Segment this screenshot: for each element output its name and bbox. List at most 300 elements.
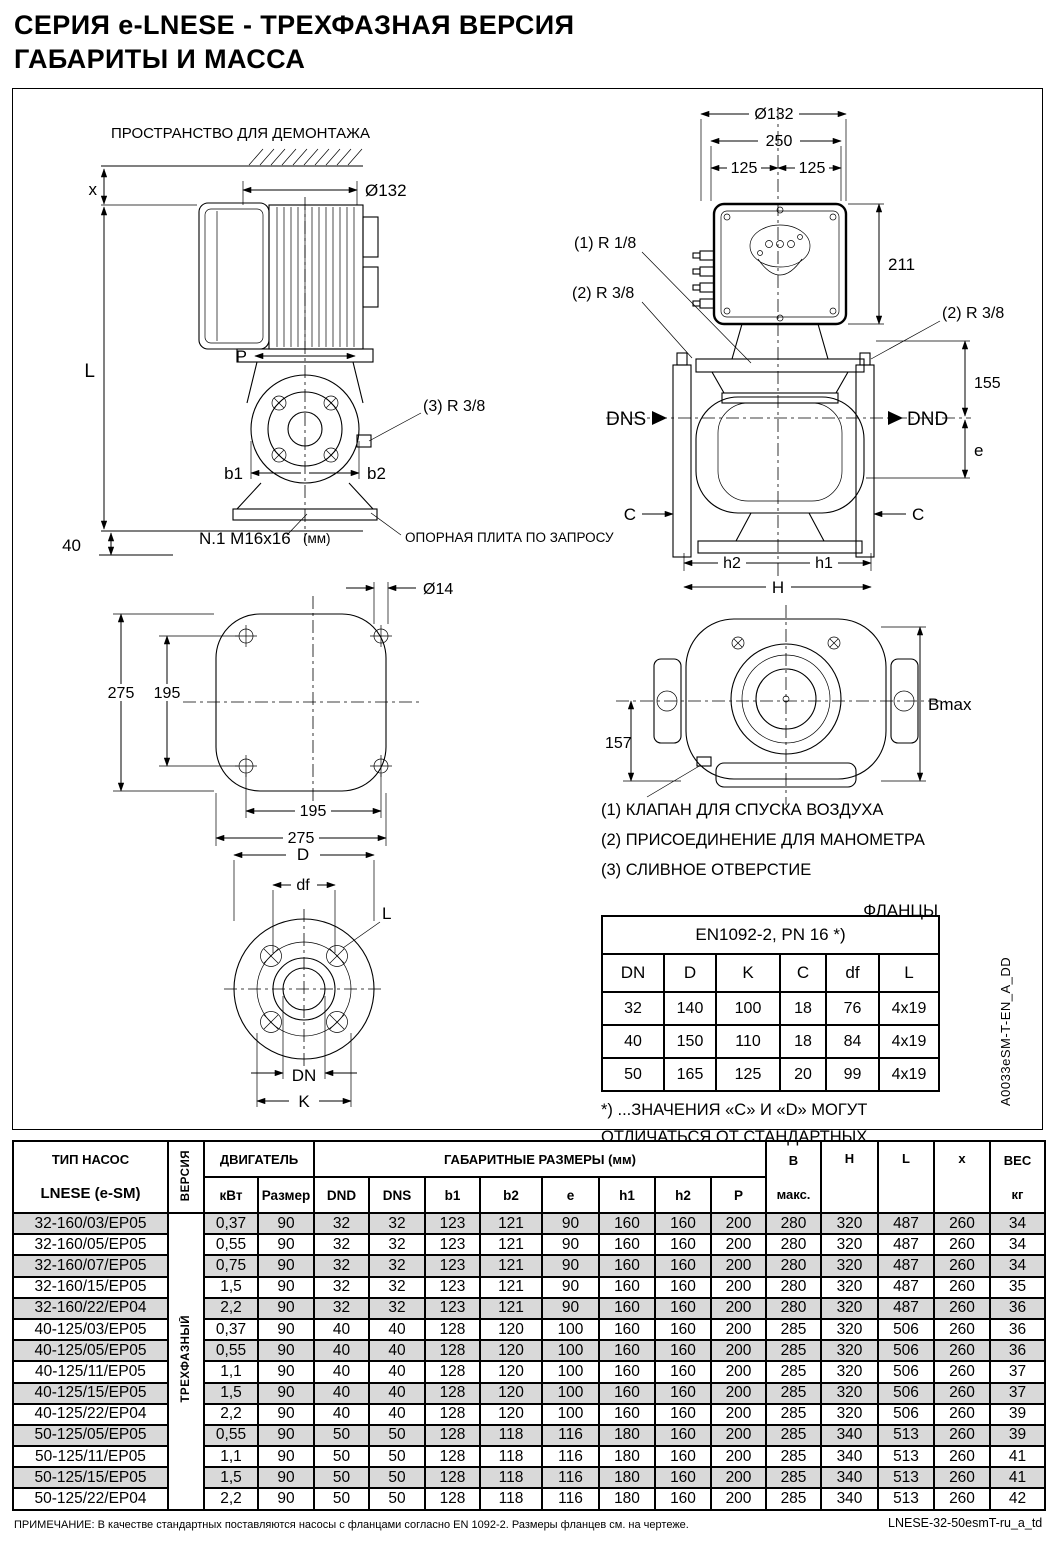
pump-row xyxy=(13,1319,1045,1340)
dim-value-cell: 128 xyxy=(425,1319,480,1340)
dim-value-cell: 100 xyxy=(542,1319,599,1340)
dim-value-cell: 121 xyxy=(480,1298,542,1319)
title-line-2: ГАБАРИТЫ И МАССА xyxy=(14,44,306,74)
dim-value-cell: 50 xyxy=(369,1425,425,1446)
flange-value: 165 xyxy=(664,1058,716,1091)
dim-value-cell: 1,5 xyxy=(204,1467,258,1488)
dim-value-cell: 36 xyxy=(990,1319,1045,1340)
col-b2: b2 xyxy=(480,1177,542,1213)
flange-value: 20 xyxy=(780,1058,826,1091)
col-x: x xyxy=(934,1141,990,1213)
col-pump-type xyxy=(13,1141,168,1213)
dim-flange-dn: DN xyxy=(291,1066,317,1085)
dim-value-cell: 487 xyxy=(878,1277,934,1298)
dim-value-cell: 260 xyxy=(934,1383,990,1404)
dim-value-cell: 32 xyxy=(314,1213,369,1234)
dim-value-cell: 160 xyxy=(655,1488,711,1509)
dim-value-cell: 320 xyxy=(821,1298,878,1319)
dim-value-cell: 1,5 xyxy=(204,1383,258,1404)
dim-value-cell: 506 xyxy=(878,1383,934,1404)
dim-value-cell: 320 xyxy=(821,1234,878,1255)
dim-value-cell: 39 xyxy=(990,1404,1045,1425)
col-dims-group: ГАБАРИТНЫЕ РАЗМЕРЫ (мм) xyxy=(314,1141,766,1177)
dns-arrow xyxy=(652,411,667,425)
dim-value-cell: 90 xyxy=(258,1467,314,1488)
pump-row xyxy=(13,1277,1045,1298)
dim-value-cell: 90 xyxy=(258,1361,314,1382)
discharge-flange xyxy=(856,365,874,557)
dim-157: 157 xyxy=(605,735,632,752)
col-b-max: B макс. xyxy=(766,1141,821,1213)
dim-value-cell: 200 xyxy=(711,1488,766,1509)
dim-value-cell: 260 xyxy=(934,1277,990,1298)
dim-value-cell: 160 xyxy=(599,1383,655,1404)
dim-value-cell: 260 xyxy=(934,1488,990,1509)
dim-value-cell: 0,55 xyxy=(204,1425,258,1446)
base-plate-outline xyxy=(216,614,386,791)
dim-value-cell: 50 xyxy=(314,1425,369,1446)
pump-type-cell: 32-160/07/EP05 xyxy=(13,1255,168,1276)
dim-value-cell: 40 xyxy=(369,1340,425,1361)
flange-table xyxy=(601,915,940,1092)
dim-value-cell: 90 xyxy=(258,1383,314,1404)
dim-h2: h2 xyxy=(723,555,741,572)
dim-h: H xyxy=(771,578,785,597)
pump-row xyxy=(13,1298,1045,1319)
dim-value-cell: 41 xyxy=(990,1467,1045,1488)
dns-label: DNS xyxy=(606,409,647,430)
footer-note: ПРИМЕЧАНИЕ: В качестве стандартных поставляются насосы с фланцами согласно EN 1092-2. Размеры фланцев см. на чертеже. xyxy=(14,1519,689,1531)
dim-value-cell: 50 xyxy=(314,1467,369,1488)
dim-value-cell: 200 xyxy=(711,1277,766,1298)
dim-value-cell: 40 xyxy=(314,1404,369,1425)
flange-standard: EN1092-2, PN 16 *) xyxy=(602,916,939,954)
dim-value-cell: 37 xyxy=(990,1361,1045,1382)
col-p: P xyxy=(711,1177,766,1213)
dim-value-cell: 32 xyxy=(314,1277,369,1298)
dim-40: 40 xyxy=(62,536,81,555)
col-dnd: DND xyxy=(314,1177,369,1213)
pump-type-header: ТИП НАСОС xyxy=(51,1152,130,1167)
dim-value-cell: 320 xyxy=(821,1340,878,1361)
flange-footnote-line1: *) ...ЗНАЧЕНИЯ «C» И «D» МОГУТ xyxy=(601,1101,868,1119)
dim-value-cell: 260 xyxy=(934,1425,990,1446)
pump-type-cell: 40-125/03/EP05 xyxy=(13,1319,168,1340)
dim-value-cell: 32 xyxy=(314,1298,369,1319)
dim-value-cell: 0,37 xyxy=(204,1213,258,1234)
pump-type-cell: 50-125/15/EP05 xyxy=(13,1467,168,1488)
dim-value-cell: 487 xyxy=(878,1213,934,1234)
dim-value-cell: 260 xyxy=(934,1446,990,1467)
dim-value-cell: 34 xyxy=(990,1213,1045,1234)
dim-195-v: 195 xyxy=(153,685,181,702)
dim-value-cell: 42 xyxy=(990,1488,1045,1509)
dim-value-cell: 506 xyxy=(878,1340,934,1361)
dim-value-cell: 40 xyxy=(369,1383,425,1404)
document-code: LNESE-32-50esmT-ru_a_td xyxy=(888,1516,1043,1530)
dim-value-cell: 200 xyxy=(711,1234,766,1255)
dim-value-cell: 260 xyxy=(934,1319,990,1340)
version-cell: ТРЕХФАЗНЫЙ xyxy=(168,1213,204,1510)
dim-value-cell: 160 xyxy=(599,1319,655,1340)
flange-value: 84 xyxy=(826,1025,879,1058)
pump-row xyxy=(13,1446,1045,1467)
flange-footnote-line2: ОТЛИЧАТЬСЯ ОТ СТАНДАРТНЫХ. xyxy=(601,1128,872,1146)
dim-value-cell: 160 xyxy=(599,1234,655,1255)
dim-value-cell: 506 xyxy=(878,1404,934,1425)
flange-value: 4x19 xyxy=(879,1058,939,1091)
dim-value-cell: 260 xyxy=(934,1340,990,1361)
dim-value-cell: 200 xyxy=(711,1340,766,1361)
dim-value-cell: 100 xyxy=(542,1340,599,1361)
dim-value-cell: 180 xyxy=(599,1488,655,1509)
col-size: Размер xyxy=(258,1177,314,1213)
dim-value-cell: 90 xyxy=(542,1234,599,1255)
note-2: (2) ПРИСОЕДИНЕНИЕ ДЛЯ МАНОМЕТРА xyxy=(601,831,925,849)
pump-type-cell: 50-125/11/EP05 xyxy=(13,1446,168,1467)
dim-value-cell: 34 xyxy=(990,1234,1045,1255)
dim-value-cell: 200 xyxy=(711,1255,766,1276)
hatch-pattern xyxy=(249,149,362,165)
dim-value-cell: 160 xyxy=(655,1213,711,1234)
dim-value-cell: 120 xyxy=(480,1404,542,1425)
pump-row xyxy=(13,1361,1045,1382)
dim-value-cell: 121 xyxy=(480,1277,542,1298)
note-1: (1) КЛАПАН ДЛЯ СПУСКА ВОЗДУХА xyxy=(601,801,884,819)
col-weight: ВЕС кг xyxy=(990,1141,1045,1213)
dim-value-cell: 40 xyxy=(369,1361,425,1382)
dim-value-cell: 160 xyxy=(655,1446,711,1467)
dim-value-cell: 37 xyxy=(990,1383,1045,1404)
dim-value-cell: 2,2 xyxy=(204,1404,258,1425)
dim-value-cell: 285 xyxy=(766,1340,821,1361)
flange-value: 40 xyxy=(602,1025,664,1058)
dim-value-cell: 41 xyxy=(990,1446,1045,1467)
dim-value-cell: 90 xyxy=(542,1213,599,1234)
flange-col-k: K xyxy=(716,954,780,992)
dim-diameter-132: Ø132 xyxy=(365,181,407,200)
dim-value-cell: 180 xyxy=(599,1425,655,1446)
dim-value-cell: 128 xyxy=(425,1361,480,1382)
col-e: e xyxy=(542,1177,599,1213)
dim-value-cell: 200 xyxy=(711,1425,766,1446)
drive-control-box xyxy=(714,204,846,324)
dim-value-cell: 160 xyxy=(655,1340,711,1361)
page-title xyxy=(14,8,574,76)
dim-value-cell: 0,37 xyxy=(204,1319,258,1340)
support-plate-note: ОПОРНАЯ ПЛИТА ПО ЗАПРОСУ xyxy=(405,530,614,545)
dim-value-cell: 120 xyxy=(480,1383,542,1404)
dim-125-left: 125 xyxy=(730,160,758,177)
dim-value-cell: 0,55 xyxy=(204,1234,258,1255)
dim-value-cell: 0,75 xyxy=(204,1255,258,1276)
dim-value-cell: 260 xyxy=(934,1213,990,1234)
dim-p: P xyxy=(235,347,247,366)
anchor-note: N.1 M16x16 xyxy=(199,529,291,548)
dim-flange-l: L xyxy=(382,904,392,923)
dim-value-cell: 285 xyxy=(766,1319,821,1340)
dim-value-cell: 128 xyxy=(425,1467,480,1488)
dim-value-cell: 118 xyxy=(480,1446,542,1467)
flange-row xyxy=(602,1058,939,1091)
flange-table-title: ФЛАНЦЫ xyxy=(863,901,938,920)
dim-value-cell: 90 xyxy=(542,1277,599,1298)
dim-value-cell: 340 xyxy=(821,1467,878,1488)
dim-value-cell: 40 xyxy=(314,1361,369,1382)
dim-value-cell: 513 xyxy=(878,1425,934,1446)
dim-value-cell: 90 xyxy=(258,1446,314,1467)
col-b1: b1 xyxy=(425,1177,480,1213)
flange-value: 140 xyxy=(664,992,716,1025)
dim-value-cell: 285 xyxy=(766,1361,821,1382)
dim-value-cell: 90 xyxy=(258,1277,314,1298)
dim-value-cell: 160 xyxy=(655,1425,711,1446)
dim-value-cell: 487 xyxy=(878,1234,934,1255)
dim-value-cell: 128 xyxy=(425,1340,480,1361)
dim-h1: h1 xyxy=(815,555,833,572)
dim-value-cell: 260 xyxy=(934,1361,990,1382)
flange-row xyxy=(602,1025,939,1058)
dim-value-cell: 160 xyxy=(655,1234,711,1255)
dim-value-cell: 90 xyxy=(542,1255,599,1276)
side-view-drawing xyxy=(51,111,631,571)
keypad xyxy=(758,235,803,276)
pump-row xyxy=(13,1467,1045,1488)
dimensions-table xyxy=(12,1140,1046,1511)
dim-value-cell: 0,55 xyxy=(204,1340,258,1361)
dim-value-cell: 128 xyxy=(425,1488,480,1509)
anchor-unit: (мм) xyxy=(303,531,331,546)
dim-value-cell: 1,1 xyxy=(204,1446,258,1467)
dim-value-cell: 2,2 xyxy=(204,1488,258,1509)
pump-type-cell: 40-125/15/EP05 xyxy=(13,1383,168,1404)
dim-value-cell: 90 xyxy=(258,1255,314,1276)
dim-value-cell: 90 xyxy=(258,1234,314,1255)
dim-value-cell: 200 xyxy=(711,1383,766,1404)
dim-value-cell: 32 xyxy=(369,1213,425,1234)
dim-250: 250 xyxy=(765,133,793,150)
dim-value-cell: 180 xyxy=(599,1446,655,1467)
pump-type-cell: 50-125/22/EP04 xyxy=(13,1488,168,1509)
dim-value-cell: 506 xyxy=(878,1361,934,1382)
dim-hole-14: Ø14 xyxy=(423,581,454,598)
plate-holes xyxy=(235,625,392,777)
dim-195-h: 195 xyxy=(299,803,327,820)
dim-value-cell: 50 xyxy=(369,1446,425,1467)
dim-value-cell: 160 xyxy=(655,1277,711,1298)
dim-value-cell: 120 xyxy=(480,1340,542,1361)
dim-value-cell: 39 xyxy=(990,1425,1045,1446)
flange-value: 50 xyxy=(602,1058,664,1091)
dim-value-cell: 320 xyxy=(821,1213,878,1234)
flange-value: 32 xyxy=(602,992,664,1025)
dim-value-cell: 200 xyxy=(711,1467,766,1488)
dim-value-cell: 120 xyxy=(480,1319,542,1340)
dim-value-cell: 90 xyxy=(258,1404,314,1425)
dim-value-cell: 200 xyxy=(711,1298,766,1319)
dim-value-cell: 32 xyxy=(314,1255,369,1276)
dim-value-cell: 340 xyxy=(821,1488,878,1509)
dim-value-cell: 50 xyxy=(369,1488,425,1509)
drawing-code: A0033eSM-T-EN_A_DD xyxy=(998,956,1013,1107)
dim-value-cell: 320 xyxy=(821,1383,878,1404)
flange-value: 4x19 xyxy=(879,1025,939,1058)
flange-value: 18 xyxy=(780,992,826,1025)
dnd-label: DND xyxy=(907,409,949,430)
dim-value-cell: 160 xyxy=(655,1467,711,1488)
dim-value-cell: 340 xyxy=(821,1446,878,1467)
col-h1: h1 xyxy=(599,1177,655,1213)
dim-value-cell: 180 xyxy=(599,1467,655,1488)
col-motor-group: ДВИГАТЕЛЬ xyxy=(204,1141,314,1177)
dim-c-left: C xyxy=(623,505,636,524)
dim-value-cell: 320 xyxy=(821,1361,878,1382)
dim-value-cell: 260 xyxy=(934,1234,990,1255)
dim-value-cell: 36 xyxy=(990,1340,1045,1361)
col-h: H xyxy=(821,1141,878,1213)
dim-value-cell: 121 xyxy=(480,1255,542,1276)
screws xyxy=(724,207,836,321)
dim-275-v: 275 xyxy=(107,685,135,702)
dim-value-cell: 200 xyxy=(711,1319,766,1340)
dim-value-cell: 320 xyxy=(821,1277,878,1298)
dim-155: 155 xyxy=(974,375,1001,392)
pump-row xyxy=(13,1425,1045,1446)
dim-value-cell: 506 xyxy=(878,1319,934,1340)
dim-value-cell: 487 xyxy=(878,1298,934,1319)
dim-value-cell: 160 xyxy=(599,1340,655,1361)
col-kw: кВт xyxy=(204,1177,258,1213)
dim-value-cell: 320 xyxy=(821,1319,878,1340)
gauge-note-right: (2) R 3/8 xyxy=(942,305,1005,322)
dim-value-cell: 40 xyxy=(314,1340,369,1361)
dim-value-cell: 260 xyxy=(934,1467,990,1488)
col-version: ВЕРСИЯ xyxy=(168,1141,204,1213)
dim-value-cell: 160 xyxy=(599,1361,655,1382)
dim-value-cell: 160 xyxy=(599,1298,655,1319)
dim-value-cell: 40 xyxy=(314,1319,369,1340)
dim-value-cell: 90 xyxy=(258,1213,314,1234)
dim-value-cell: 260 xyxy=(934,1404,990,1425)
dim-value-cell: 123 xyxy=(425,1234,480,1255)
title-line-1: СЕРИЯ e-LNESE - ТРЕХФАЗНАЯ ВЕРСИЯ xyxy=(14,10,575,40)
gauge-note-left: (2) R 3/8 xyxy=(572,285,635,302)
flange-value: 4x19 xyxy=(879,992,939,1025)
dim-value-cell: 116 xyxy=(542,1467,599,1488)
flange-value: 99 xyxy=(826,1058,879,1091)
dim-bmax: Bmax xyxy=(928,695,972,714)
dim-value-cell: 320 xyxy=(821,1255,878,1276)
pump-row xyxy=(13,1404,1045,1425)
flange-col-d: D xyxy=(664,954,716,992)
dim-value-cell: 90 xyxy=(258,1319,314,1340)
pump-row xyxy=(13,1340,1045,1361)
dim-value-cell: 100 xyxy=(542,1404,599,1425)
pump-type-cell: 32-160/15/EP05 xyxy=(13,1277,168,1298)
flange-value: 150 xyxy=(664,1025,716,1058)
dim-value-cell: 160 xyxy=(655,1404,711,1425)
pump-row xyxy=(13,1488,1045,1509)
dim-value-cell: 280 xyxy=(766,1234,821,1255)
dim-flange-k: K xyxy=(298,1092,310,1111)
pump-type-cell: 32-160/05/EP05 xyxy=(13,1234,168,1255)
cable-glands xyxy=(693,251,714,308)
dim-value-cell: 32 xyxy=(369,1298,425,1319)
pump-type-cell: 32-160/22/EP04 xyxy=(13,1298,168,1319)
pump-row xyxy=(13,1255,1045,1276)
flange-col-dn: DN xyxy=(602,954,664,992)
col-h2: h2 xyxy=(655,1177,711,1213)
dim-value-cell: 90 xyxy=(258,1340,314,1361)
dim-flange-df: df xyxy=(296,877,310,894)
callout-notes xyxy=(601,795,925,885)
flange-value: 125 xyxy=(716,1058,780,1091)
dim-value-cell: 200 xyxy=(711,1213,766,1234)
dim-value-cell: 160 xyxy=(599,1404,655,1425)
dim-value-cell: 200 xyxy=(711,1404,766,1425)
dim-value-cell: 487 xyxy=(878,1255,934,1276)
dim-value-cell: 100 xyxy=(542,1361,599,1382)
note-3: (3) СЛИВНОЕ ОТВЕРСТИЕ xyxy=(601,861,812,879)
dim-value-cell: 285 xyxy=(766,1467,821,1488)
flange-value: 76 xyxy=(826,992,879,1025)
dim-value-cell: 90 xyxy=(258,1488,314,1509)
vent-note: (1) R 1/8 xyxy=(574,235,637,252)
dim-value-cell: 2,2 xyxy=(204,1298,258,1319)
col-dns: DNS xyxy=(369,1177,425,1213)
dim-value-cell: 128 xyxy=(425,1425,480,1446)
dim-value-cell: 34 xyxy=(990,1255,1045,1276)
dim-value-cell: 32 xyxy=(369,1234,425,1255)
dim-diameter-132-front: Ø132 xyxy=(754,106,794,123)
dim-value-cell: 285 xyxy=(766,1383,821,1404)
dim-value-cell: 160 xyxy=(599,1277,655,1298)
pump-type-cell: 32-160/03/EP05 xyxy=(13,1213,168,1234)
dim-value-cell: 123 xyxy=(425,1255,480,1276)
dim-value-cell: 40 xyxy=(314,1383,369,1404)
dim-value-cell: 100 xyxy=(542,1383,599,1404)
dim-value-cell: 260 xyxy=(934,1298,990,1319)
dnd-arrow xyxy=(888,411,903,425)
dim-value-cell: 513 xyxy=(878,1467,934,1488)
dim-value-cell: 90 xyxy=(258,1425,314,1446)
dim-value-cell: 160 xyxy=(655,1298,711,1319)
dim-value-cell: 32 xyxy=(369,1277,425,1298)
dim-b2: b2 xyxy=(367,464,386,483)
dim-value-cell: 320 xyxy=(821,1404,878,1425)
dim-value-cell: 200 xyxy=(711,1361,766,1382)
dim-value-cell: 160 xyxy=(599,1213,655,1234)
dim-value-cell: 90 xyxy=(258,1298,314,1319)
dim-value-cell: 285 xyxy=(766,1446,821,1467)
pump-row xyxy=(13,1234,1045,1255)
dim-value-cell: 32 xyxy=(369,1255,425,1276)
dim-value-cell: 260 xyxy=(934,1255,990,1276)
pump-row xyxy=(13,1383,1045,1404)
dim-flange-d: D xyxy=(296,845,310,864)
dim-value-cell: 50 xyxy=(369,1467,425,1488)
dim-value-cell: 118 xyxy=(480,1425,542,1446)
dim-value-cell: 1,5 xyxy=(204,1277,258,1298)
dim-c-right: C xyxy=(912,505,925,524)
drawing-frame xyxy=(12,88,1043,1146)
dim-e: e xyxy=(974,441,984,460)
flange-row xyxy=(602,992,939,1025)
dim-value-cell: 513 xyxy=(878,1446,934,1467)
col-l: L xyxy=(878,1141,934,1213)
dim-x: x xyxy=(88,180,97,199)
pump-type-cell: 40-125/22/EP04 xyxy=(13,1404,168,1425)
